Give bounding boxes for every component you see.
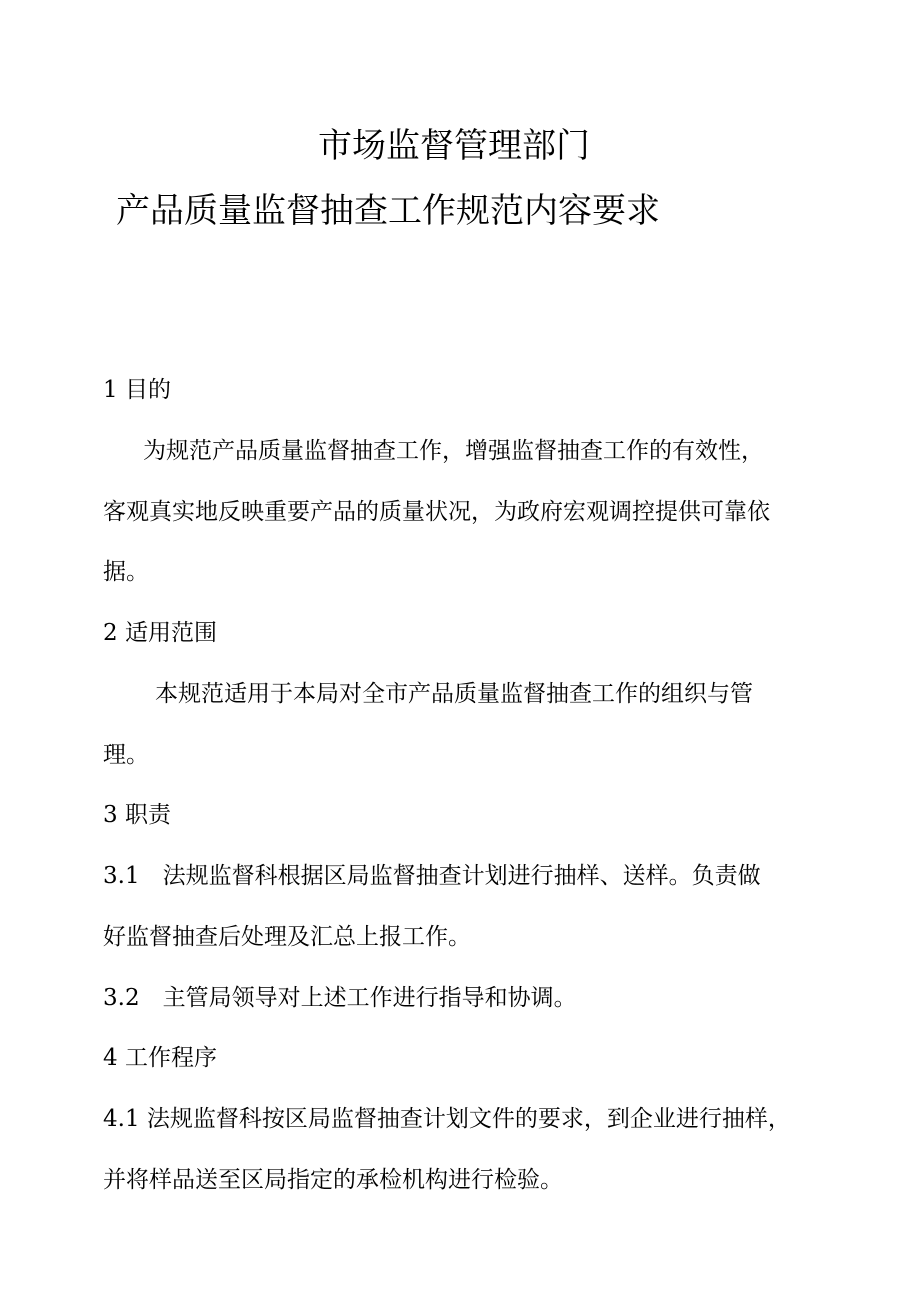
body-line: 4.1 法规监督科按区局监督抽查计划文件的要求，到企业进行抽样， [103, 1106, 791, 1132]
body-line: 理。 [103, 742, 149, 768]
body-line: 3.2 主管局领导对上述工作进行指导和协调。 [103, 985, 577, 1011]
body-line: 并将样品送至区局指定的承检机构进行检验。 [103, 1167, 563, 1193]
body-line: 为规范产品质量监督抽查工作，增强监督抽查工作的有效性， [143, 438, 764, 464]
body-line: 好监督抽查后处理及汇总上报工作。 [103, 924, 471, 950]
body-line: 据。 [103, 559, 149, 585]
document-title-line2: 产品质量监督抽查工作规范内容要求 [116, 191, 660, 231]
body-line: 客观真实地反映重要产品的质量状况，为政府宏观调控提供可靠依 [103, 499, 770, 525]
document-title-line1: 市场监督管理部门 [318, 126, 590, 166]
section-heading-duties: 3 职责 [103, 802, 171, 828]
body-line: 3.1 法规监督科根据区局监督抽查计划进行抽样、送样。负责做 [103, 863, 761, 889]
section-heading-scope: 2 适用范围 [103, 620, 217, 646]
section-heading-purpose: 1 目的 [103, 377, 171, 403]
section-heading-procedure: 4 工作程序 [103, 1045, 217, 1071]
body-line: 本规范适用于本局对全市产品质量监督抽查工作的组织与管 [155, 681, 753, 707]
